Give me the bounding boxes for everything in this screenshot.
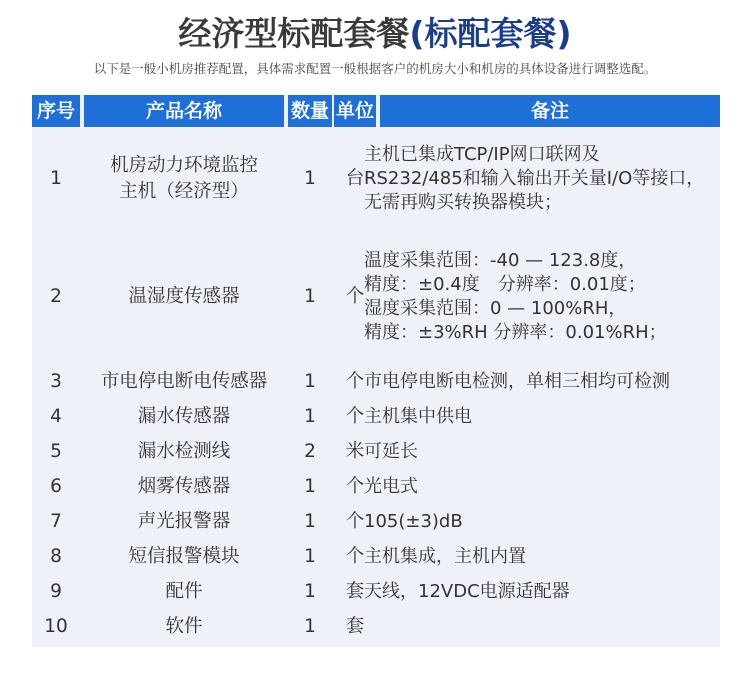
- product-name-line: 市电停电断电传感器: [100, 370, 268, 392]
- row-quantity: 1: [304, 285, 316, 307]
- page-title-sub: (标配套餐): [409, 14, 572, 53]
- row-unit: 米: [345, 440, 365, 462]
- row-product-name: [84, 229, 284, 364]
- row-number: 6: [50, 475, 62, 497]
- row-unit: 个: [345, 405, 365, 427]
- note-line: 温度采集范围：-40 — 123.8度，: [364, 249, 637, 271]
- note-line: 光电式: [364, 475, 418, 497]
- row-notes: [364, 539, 720, 574]
- row-unit: 个: [345, 370, 365, 392]
- row-number: 9: [50, 580, 62, 602]
- row-product-name: [84, 364, 284, 399]
- page-subtitle: 以下是一般小机房推荐配置，具体需求配置一般根据客户的机房大小和机房的具体设备进行调整选配。: [93, 61, 657, 76]
- row-number: 10: [44, 615, 68, 637]
- product-name-line: 漏水传感器: [137, 405, 231, 427]
- row-number: 1: [50, 168, 62, 189]
- table-row: [32, 129, 720, 229]
- config-table: [32, 95, 720, 647]
- row-notes: [364, 129, 720, 229]
- note-line: 无需再购买转换器模块；: [364, 192, 562, 213]
- header-no: 序号: [32, 95, 80, 127]
- row-product-name: [84, 434, 284, 469]
- table-row: [32, 539, 720, 574]
- row-unit: 台: [345, 168, 365, 189]
- table-row: [32, 469, 720, 504]
- row-quantity: 2: [304, 440, 316, 462]
- note-line: 主机集成，主机内置: [364, 545, 526, 567]
- note-line: 精度：±0.4度 分辨率：0.01度；: [364, 273, 646, 295]
- row-product-name: [84, 539, 284, 574]
- row-number: 2: [50, 285, 62, 307]
- row-quantity: 1: [304, 545, 316, 567]
- row-quantity: 1: [304, 510, 316, 532]
- row-notes: [364, 434, 720, 469]
- product-name-line: 主机（经济型）: [119, 181, 249, 202]
- row-number: 7: [50, 510, 62, 532]
- row-unit: 个: [345, 545, 365, 567]
- note-line: 主机已集成TCP/IP网口联网及: [364, 144, 600, 165]
- product-name-line: 配件: [165, 580, 203, 602]
- row-quantity: 1: [304, 615, 316, 637]
- table-row: [32, 574, 720, 609]
- row-number: 5: [50, 440, 62, 462]
- note-line: 主机集中供电: [364, 405, 472, 427]
- product-name-line: 软件: [165, 615, 203, 637]
- row-unit: 套: [345, 580, 365, 602]
- row-notes: [364, 609, 720, 644]
- row-notes: [364, 229, 720, 364]
- note-line: 精度：±3%RH 分辨率：0.01%RH；: [364, 321, 667, 343]
- row-unit: 个: [345, 285, 365, 307]
- row-notes: [364, 399, 720, 434]
- row-product-name: [84, 609, 284, 644]
- note-line: 湿度采集范围：0 — 100%RH，: [364, 297, 627, 319]
- row-quantity: 1: [304, 580, 316, 602]
- row-number: 3: [50, 370, 62, 392]
- note-line: 天线，12VDC电源适配器: [364, 580, 570, 602]
- row-product-name: [84, 574, 284, 609]
- product-name-line: 烟雾传感器: [137, 475, 231, 497]
- row-notes: [364, 364, 720, 399]
- table-row: [32, 434, 720, 469]
- row-notes: [364, 574, 720, 609]
- row-product-name: [84, 469, 284, 504]
- row-quantity: 1: [304, 168, 316, 189]
- note-line: 市电停电断电检测，单相三相均可检测: [364, 370, 670, 392]
- table-row: [32, 504, 720, 539]
- row-product-name: [84, 399, 284, 434]
- table-row: [32, 609, 720, 644]
- product-name-line: 温湿度传感器: [128, 285, 240, 307]
- row-notes: [364, 504, 720, 539]
- row-unit: 套: [345, 615, 365, 637]
- page-title-main: 经济型标配套餐: [178, 14, 410, 53]
- page-title: [0, 8, 750, 60]
- product-name-line: 短信报警模块: [128, 545, 240, 567]
- row-product-name: [84, 504, 284, 539]
- row-quantity: 1: [304, 370, 316, 392]
- row-notes: [364, 469, 720, 504]
- table-row: [32, 399, 720, 434]
- product-name-line: 声光报警器: [137, 510, 231, 532]
- note-line: 105(±3)dB: [364, 510, 463, 532]
- row-quantity: 1: [304, 475, 316, 497]
- header-product-name: 产品名称: [84, 95, 284, 127]
- note-line: 可延长: [364, 440, 418, 462]
- header-unit: 单位: [334, 95, 376, 127]
- table-row: [32, 229, 720, 364]
- row-number: 8: [50, 545, 62, 567]
- header-notes: 备注: [380, 95, 720, 127]
- product-name-line: 机房动力环境监控: [109, 155, 258, 176]
- row-product-name: [84, 129, 284, 229]
- row-number: 4: [50, 405, 62, 427]
- row-unit: 个: [345, 510, 365, 532]
- row-unit: 个: [345, 475, 365, 497]
- product-name-line: 漏水检测线: [137, 440, 231, 462]
- table-row: [32, 364, 720, 399]
- row-quantity: 1: [304, 405, 316, 427]
- note-line: RS232/485和输入输出开关量I/O等接口，: [364, 168, 705, 189]
- header-quantity: 数量: [288, 95, 332, 127]
